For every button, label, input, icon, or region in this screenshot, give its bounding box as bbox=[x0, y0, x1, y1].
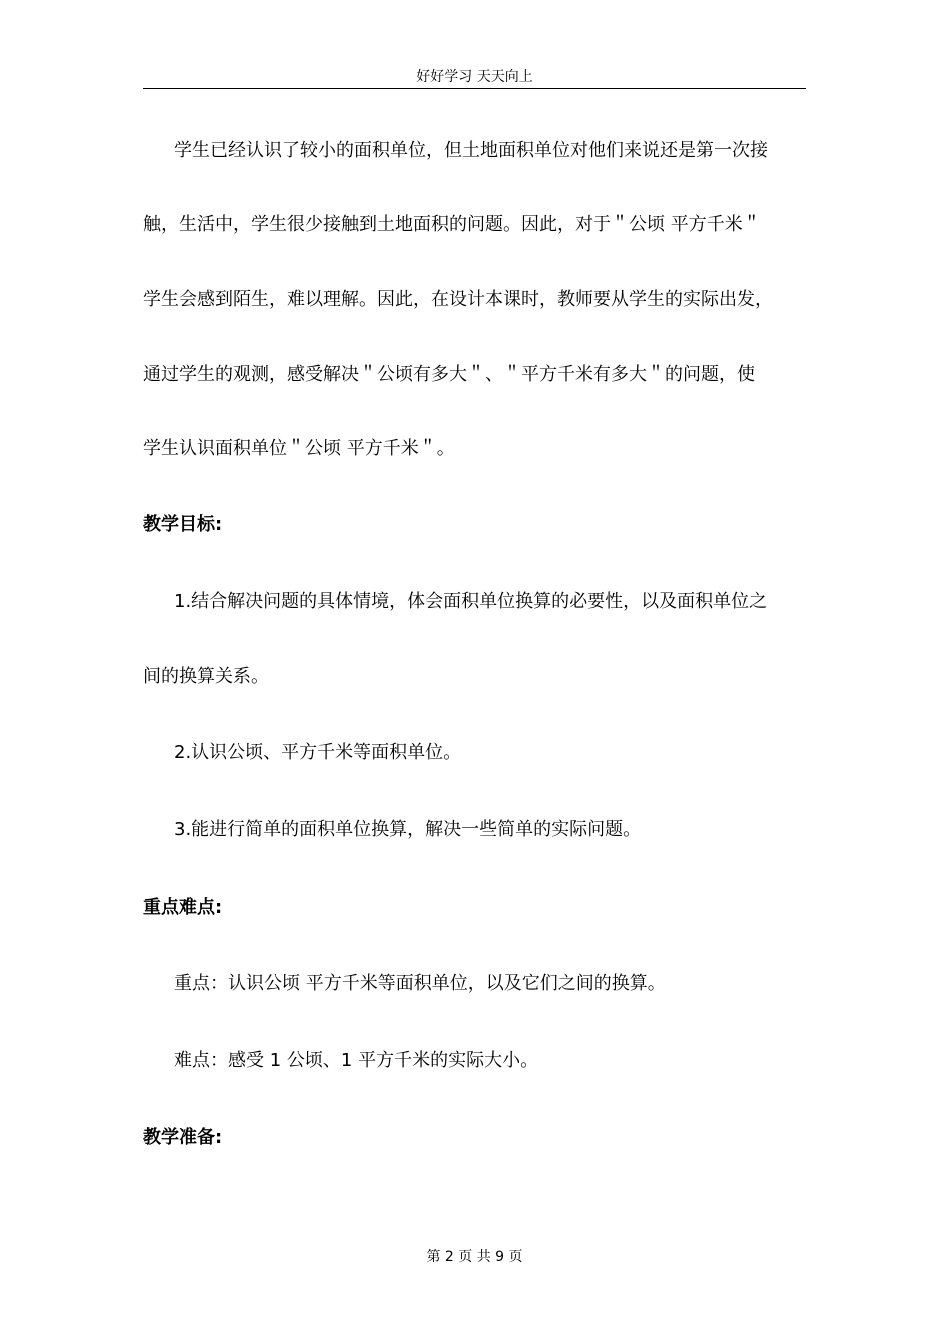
page-footer-number: 第 2 页 共 9 页 bbox=[426, 1249, 523, 1265]
intro-paragraph-line: 通过学生的观测，感受解决＂公顷有多大＂、＂平方千米有多大＂的问题，使 bbox=[143, 364, 755, 385]
section-heading-goals: 教学目标: bbox=[143, 514, 223, 535]
goal-line: 1.结合解决问题的具体情境，体会面积单位换算的必要性，以及面积单位之 bbox=[174, 591, 768, 612]
intro-paragraph-line: 学生认识面积单位＂公顷 平方千米＂。 bbox=[143, 438, 455, 459]
keypoint-line: 重点：认识公顷 平方千米等面积单位，以及它们之间的换算。 bbox=[174, 973, 666, 994]
intro-paragraph-line: 学生会感到陌生，难以理解。因此，在设计本课时，教师要从学生的实际出发， bbox=[143, 289, 773, 310]
goal-line: 间的换算关系。 bbox=[143, 666, 269, 687]
section-heading-preparation: 教学准备: bbox=[143, 1127, 223, 1148]
intro-paragraph-line: 学生已经认识了较小的面积单位，但土地面积单位对他们来说还是第一次接 bbox=[174, 140, 768, 161]
header-divider bbox=[143, 88, 806, 89]
section-heading-keypoints: 重点难点: bbox=[143, 897, 223, 918]
page-header-title: 好好学习 天天向上 bbox=[416, 69, 533, 85]
intro-paragraph-line: 触，生活中，学生很少接触到土地面积的问题。因此，对于＂公顷 平方千米＂ bbox=[143, 214, 761, 235]
goal-line: 2.认识公顷、平方千米等面积单位。 bbox=[174, 742, 462, 763]
keypoint-line: 难点：感受 1 公顷、1 平方千米的实际大小。 bbox=[174, 1050, 539, 1071]
goal-line: 3.能进行简单的面积单位换算，解决一些简单的实际问题。 bbox=[174, 819, 642, 840]
